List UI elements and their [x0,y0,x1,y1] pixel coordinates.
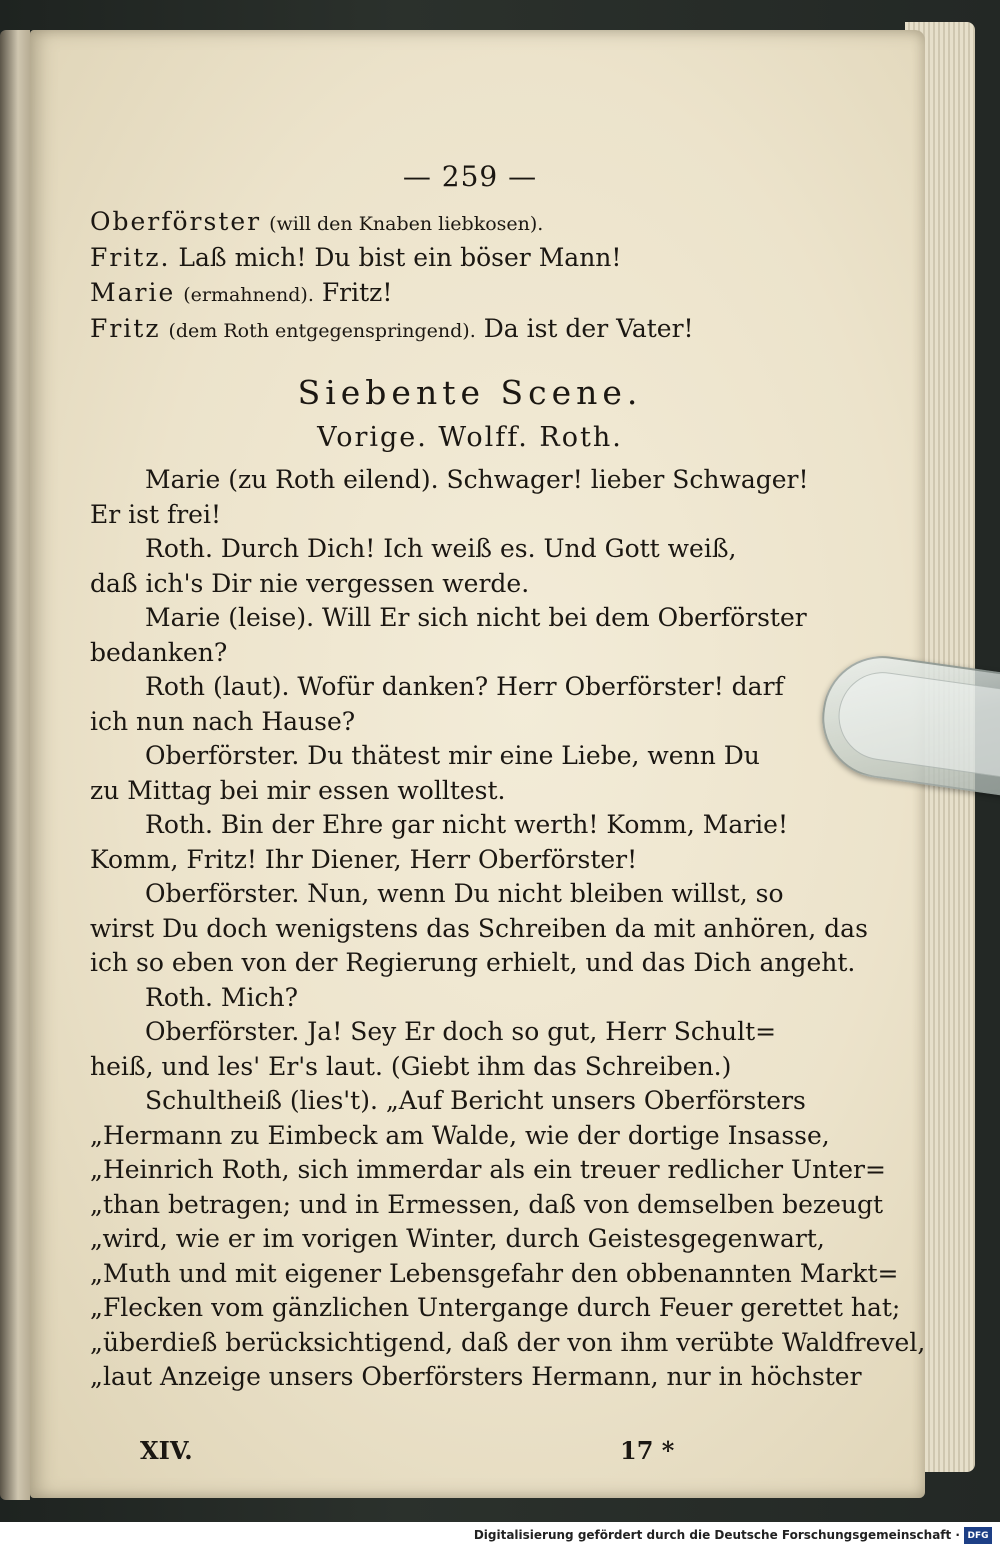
stage-direction: (dem Roth entgegenspringend). [168,320,476,342]
text-line: „laut Anzeige unsers Oberförsters Hermann, nur in höchster [90,1362,862,1391]
text-line: Oberförster. Du thätest mir eine Liebe, wenn Du [145,741,760,770]
text-line: Schultheiß (lies't). „Auf Bericht unsers Oberförsters [145,1086,806,1115]
book-page [30,30,925,1498]
scene-persons: Vorige. Wolff. Roth. [317,421,623,453]
facing-page-edge [0,30,30,1500]
speaker-name: Oberförster [90,206,262,236]
text-line: Roth. Mich? [145,982,299,1012]
text-line: Roth. Bin der Ehre gar nicht werth! Komm, Marie! [145,810,789,839]
line-top-2 [90,241,850,276]
line-top-3 [90,276,850,313]
line-top-4 [90,312,850,349]
dfg-logo-icon: DFG [964,1527,992,1544]
text-line: Marie (leise). Will Er sich nicht bei dem Oberförster [145,603,807,632]
page-text [90,160,926,1395]
text-line: „Muth und mit eigener Lebensgefahr den obbenannten Markt= [90,1258,899,1288]
text-line: Oberförster. Ja! Sey Er doch so gut, Herr Schult= [145,1017,777,1046]
text-line: „Flecken vom gänzlichen Untergange durch Feuer gerettet hat; [90,1293,901,1322]
stage-direction: (will den Knaben liebkosen). [269,212,544,235]
text-line: Oberförster. Nun, wenn Du nicht bleiben willst, so [145,879,784,908]
signature-mark: XIV. [140,1436,193,1465]
text-line: daß ich's Dir nie vergessen werde. [90,568,530,598]
text-line: zu Mittag bei mir essen wolltest. [90,775,506,805]
speaker-name: Fritz [90,314,161,343]
dialogue-text: Fritz! [321,277,393,307]
text-line: „than betragen; und in Ermessen, daß von demselben bezeugt [90,1189,884,1219]
page-clip-inner [833,666,1000,777]
text-line: Komm, Fritz! Ihr Diener, Herr Oberförster! [90,844,638,874]
dialogue-text: Laß mich! Du bist ein böser Mann! [178,243,622,272]
text-line: ich nun nach Hause? [90,706,356,736]
text-line: bedanken? [90,637,228,667]
text-line: „Hermann zu Eimbeck am Walde, wie der dortige Insasse, [90,1120,830,1150]
stage-direction: (ermahnend). [183,283,314,306]
text-line: Marie (zu Roth eilend). Schwager! lieber Schwager! [145,465,809,494]
text-line: „wird, wie er im vorigen Winter, durch Geistesgegenwart, [90,1224,825,1253]
funding-credit: Digitalisierung gefördert durch die Deutsche Forschungsgemeinschaft · [473,1528,960,1542]
text-line: „Heinrich Roth, sich immerdar als ein treuer redlicher Unter= [90,1155,886,1184]
text-line: Roth. Durch Dich! Ich weiß es. Und Gott weiß, [145,534,737,563]
text-line: wirst Du doch wenigstens das Schreiben da mit anhören, das [90,913,868,943]
speaker-name: Marie [90,277,176,307]
speaker-name: Fritz. [90,243,171,272]
page-number: — 259 — [402,160,538,193]
text-line: „überdieß berücksichtigend, daß der von ihm verübte Waldfrevel, [90,1327,926,1357]
sheet-number: 17 * [620,1436,675,1465]
scene-title: Siebente Scene. [297,372,643,412]
line-top-1 [90,205,850,242]
dialogue-text: Da ist der Vater! [483,314,694,343]
text-line: heiß, und les' Er's laut. (Giebt ihm das Schreiben.) [90,1051,732,1081]
text-line: ich so eben von der Regierung erhielt, und das Dich angeht. [90,948,856,977]
text-line: Er ist frei! [90,499,222,529]
text-line: Roth (laut). Wofür danken? Herr Oberförster! darf [145,672,784,701]
